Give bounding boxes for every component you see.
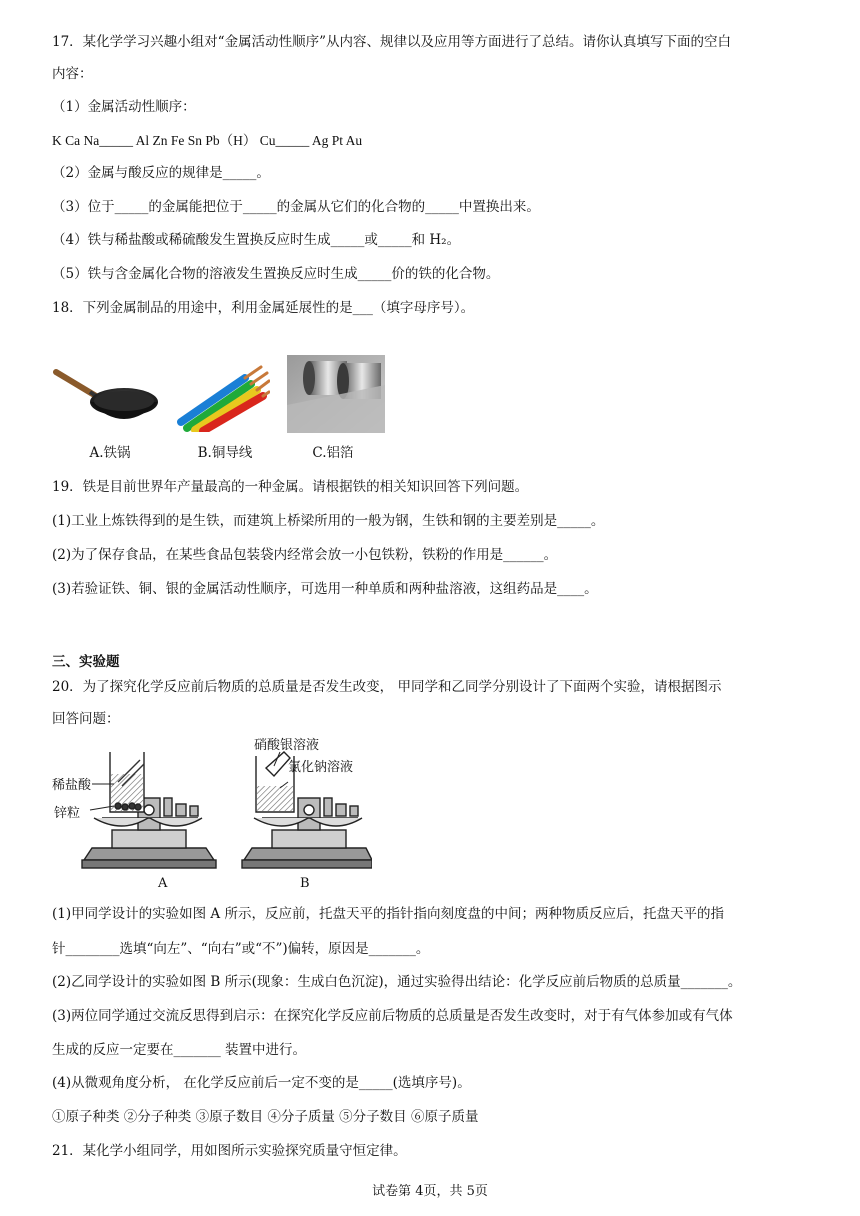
q20-part2: (2)乙同学设计的实验如图 B 所示(现象：生成白色沉淀)，通过实验得出结论：化学反应前后物质的总质量_______。 [52, 974, 742, 990]
q19-stem: 19．铁是目前世界年产量最高的一种金属。请根据铁的相关知识回答下列问题。 [52, 479, 529, 495]
page-footer: 试卷第 4页，共 5页 [372, 1184, 488, 1199]
label-dilute-hcl: 稀盐酸 [52, 778, 92, 793]
q17-sequence: K Ca Na_____ Al Zn Fe Sn Pb（H） Cu_____ Ag Pt Au [52, 133, 363, 148]
q21-stem: 21．某化学小组同学，用如图所示实验探究质量守恒定律。 [52, 1143, 407, 1159]
q17-part4: （4）铁与稀盐酸或稀硫酸发生置换反应时生成_____或_____和 H₂。 [52, 232, 461, 248]
q20-part1-line2: 针________选填“向左”、“向右”或“不”)偏转，原因是_______。 [52, 941, 430, 957]
label-zinc-granules: 锌粒 [54, 806, 81, 821]
q17-part5: （5）铁与含金属化合物的溶液发生置换反应时生成_____价的铁的化合物。 [52, 266, 500, 282]
q17-part2: （2）金属与酸反应的规律是_____。 [52, 165, 270, 181]
iron-wok-image [52, 360, 160, 430]
copper-wire-image [175, 362, 270, 432]
q18-stem: 18．下列金属制品的用途中，利用金属延展性的是___（填字母序号）。 [52, 300, 475, 316]
section-title-experiment: 三、实验题 [52, 654, 120, 670]
q20-part1-line1: (1)甲同学设计的实验如图 A 所示，反应前，托盘天平的指针指向刻度盘的中间；两种物质反应后，托盘天平的指 [52, 906, 724, 922]
label-silver-nitrate: 硝酸银溶液 [254, 738, 320, 753]
q17-stem-line2: 内容： [52, 66, 93, 82]
caption-c-aluminum-foil: C.铝箔 [312, 445, 354, 461]
q17-part3: （3）位于_____的金属能把位于_____的金属从它们的化合物的_____中置换出来。 [52, 199, 540, 215]
q20-options: ①原子种类 ②分子种类 ③原子数目 ④分子质量 ⑤分子数目 ⑥原子质量 [52, 1109, 479, 1125]
q19-part2: (2)为了保存食品，在某些食品包装袋内经常会放一小包铁粉，铁粉的作用是______。 [52, 547, 558, 563]
q19-part1: (1)工业上炼铁得到的是生铁，而建筑上桥梁所用的一般为钢，生铁和钢的主要差别是_____。 [52, 513, 605, 529]
q17-stem-line1: 17．某化学学习兴趣小组对“金属活动性顺序”从内容、规律以及应用等方面进行了总结。请你认真填写下面的空白 [52, 34, 731, 50]
figure-caption-a: A [158, 876, 168, 891]
q20-part3-line2: 生成的反应一定要在_______ 装置中进行。 [52, 1042, 307, 1058]
caption-a-iron-wok: A.铁锅 [89, 445, 131, 461]
experiment-figure [52, 738, 372, 890]
q17-part1: （1）金属活动性顺序： [52, 99, 196, 115]
q20-stem-line1: 20．为了探究化学反应前后物质的总质量是否发生改变， 甲同学和乙同学分别设计了下面两个实验，请根据图示 [52, 679, 722, 695]
q20-stem-line2: 回答问题： [52, 711, 120, 727]
q19-part3: (3)若验证铁、铜、银的金属活动性顺序，可选用一种单质和两种盐溶液，这组药品是____。 [52, 581, 598, 597]
q20-part3-line1: (3)两位同学通过交流反思得到启示：在探究化学反应前后物质的总质量是否发生改变时，对于有气体参加或有气体 [52, 1008, 733, 1024]
aluminum-foil-image [287, 355, 385, 433]
figure-caption-b: B [300, 876, 310, 891]
q20-part4: (4)从微观角度分析， 在化学反应前后一定不变的是_____(选填序号)。 [52, 1075, 471, 1091]
label-sodium-chloride: 氯化钠溶液 [288, 760, 354, 775]
caption-b-copper-wire: B.铜导线 [197, 445, 253, 461]
